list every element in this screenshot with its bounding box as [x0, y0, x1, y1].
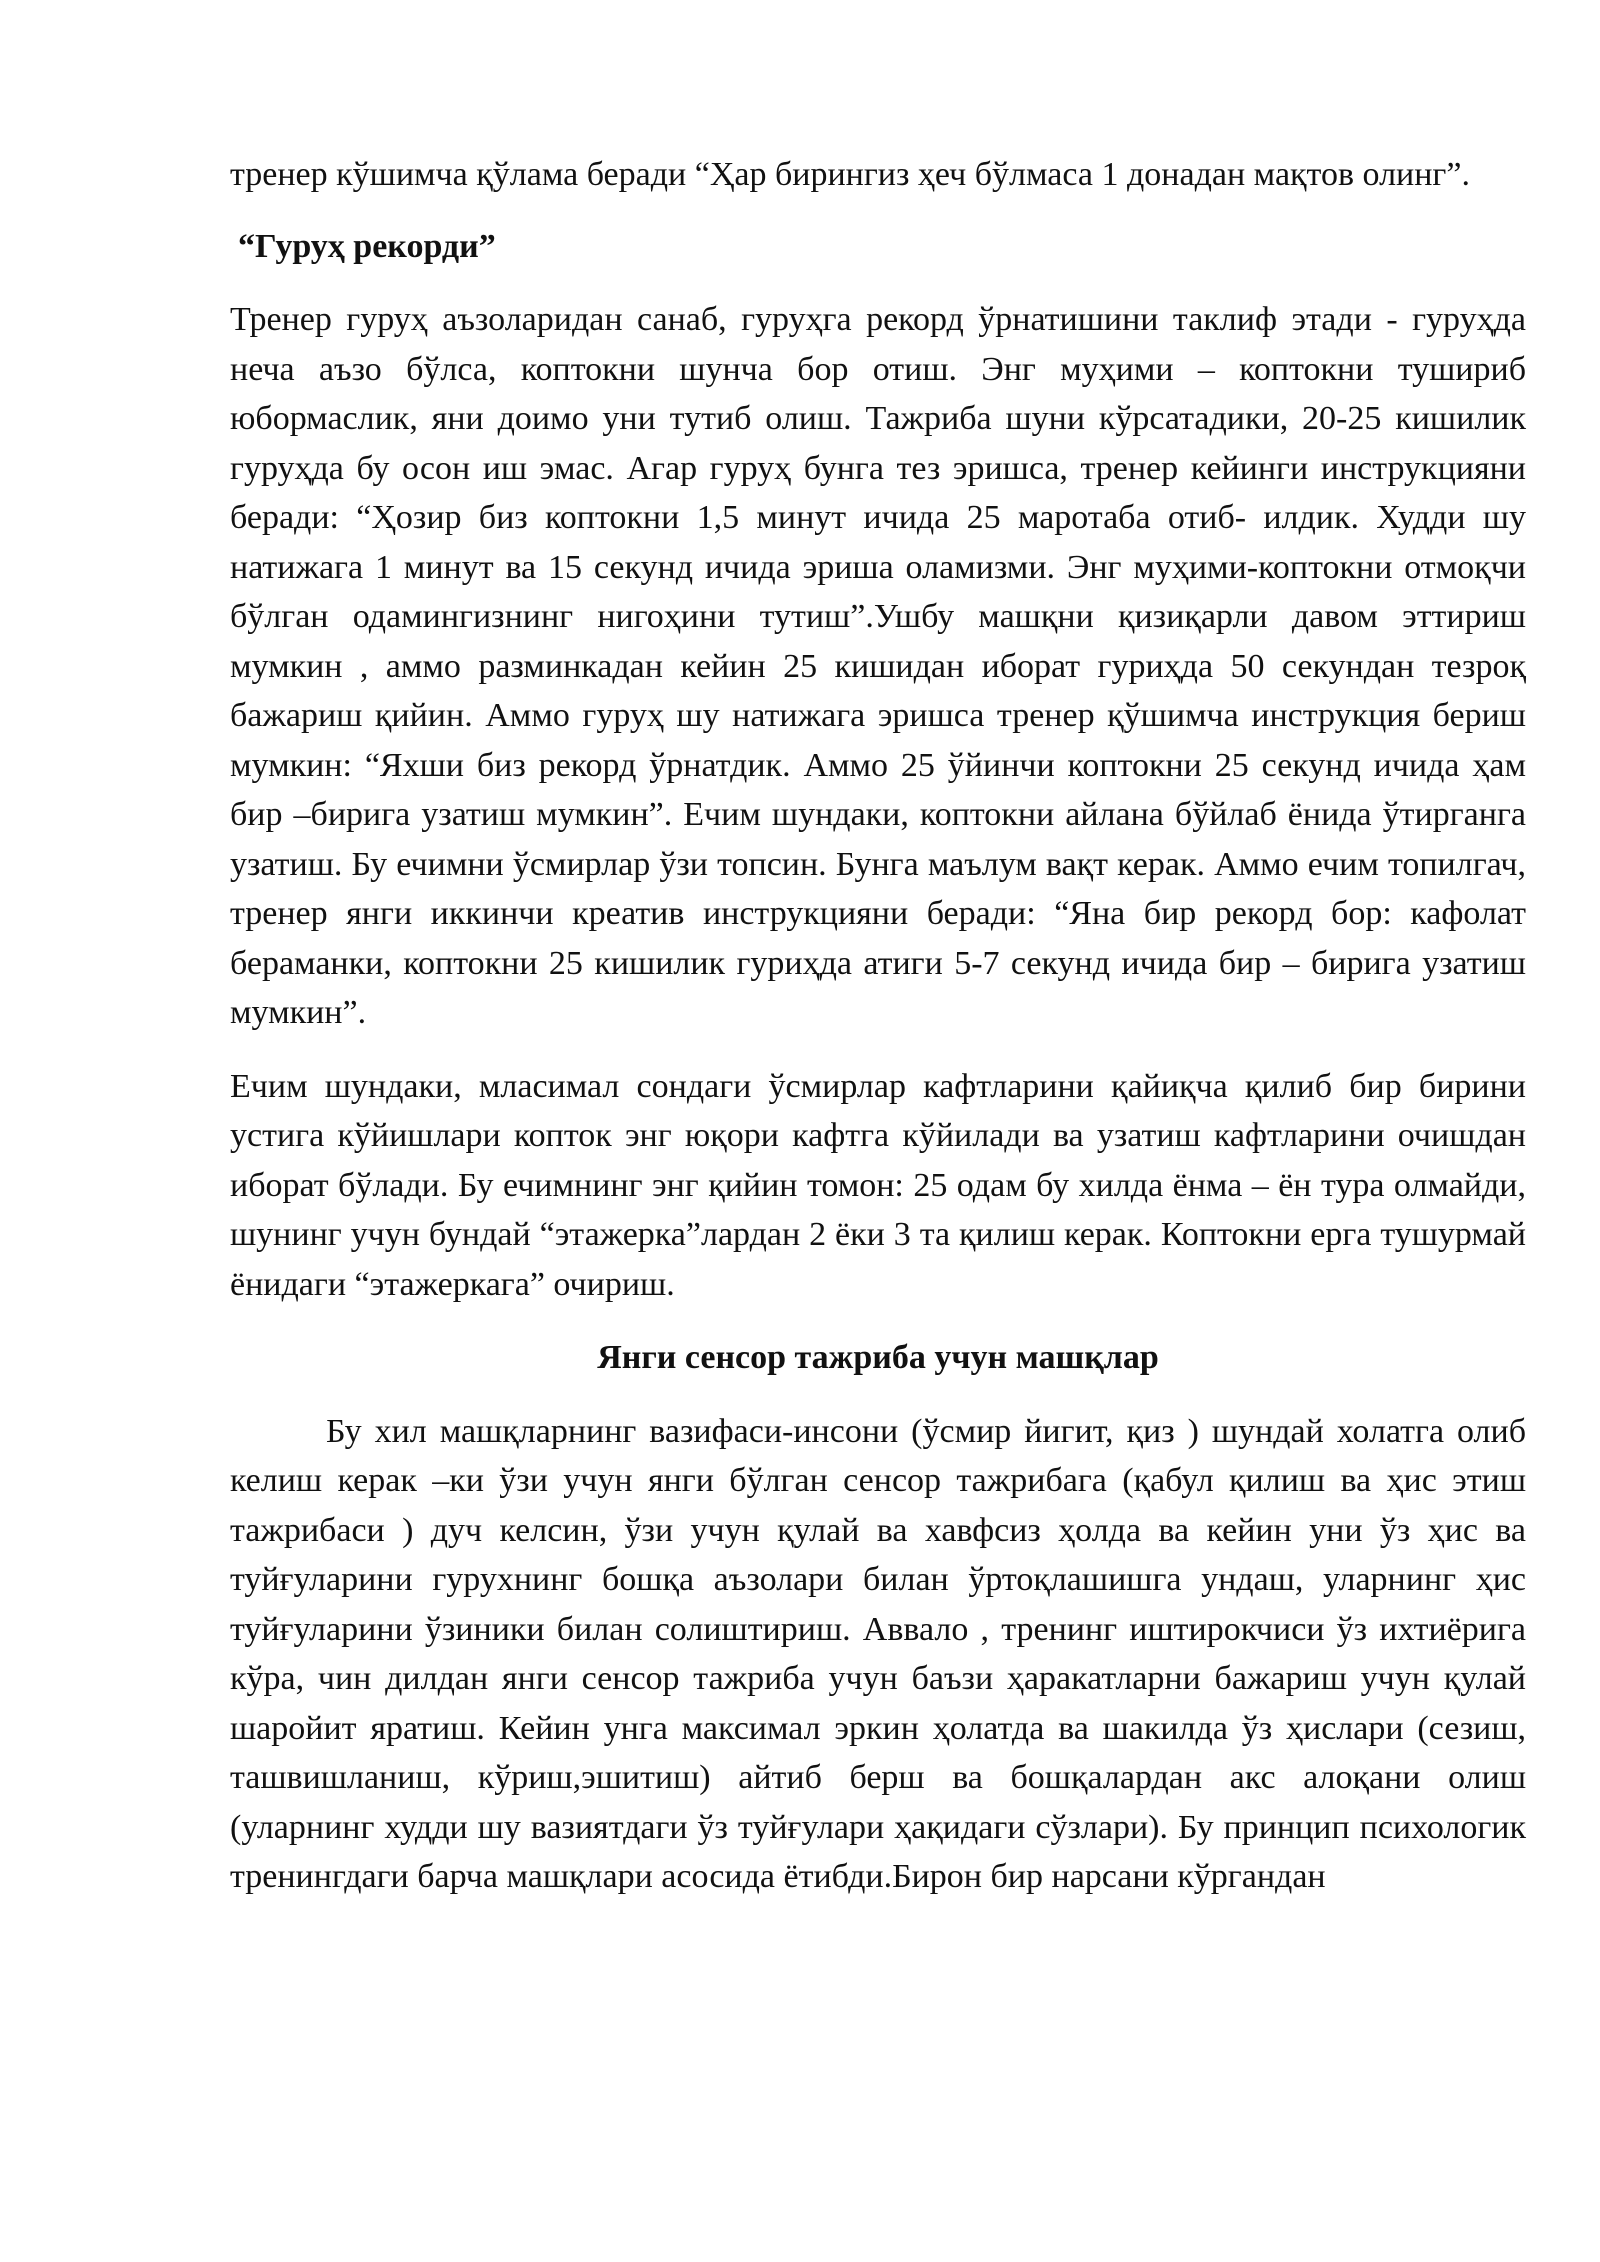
- body-paragraph-2: Ечим шундаки, мласимал сондаги ўсмирлар кафтларини қайиқча қилиб бир бирини устига кўйишлари копток энг юқори кафтга кўйилади ва узатиш кафтларини очишдан иборат бўлади. Бу ечимнинг энг қийин томон: 25 одам бу хилда ёнма – ён тура олмайди, шунинг учун бундай “этажерка”лардан 2 ёки 3 та қилиш керак. Коптокни ерга тушурмай ёнидаги “этажеркага” очириш.: [230, 1067, 1526, 1303]
- intro-paragraph: тренер кўшимча қўлама беради “Ҳар бирингиз ҳеч бўлмаса 1 донадан мақтов олинг”.: [230, 156, 1470, 193]
- section-title: “Гуруҳ рекорди”: [238, 227, 496, 265]
- body-paragraph-1: Тренер гуруҳ аъзоларидан санаб, гуруҳга рекорд ўрнатишини таклиф этади - гуруҳда неча аъзо бўлса, коптокни шунча бор отиш. Энг муҳими – коптокни тушириб юбормаслик, яни доимо уни тутиб олиш. Тажриба шуни кўрсатадики, 20-25 кишилик гуруҳда бу осон иш эмас. Агар гуруҳ бунга тез эришса, тренер кейинги инструкцияни беради: “Ҳозир биз коптокни 1,5 минут ичида 25 маротаба отиб- илдик. Худди шу натижага 1 минут ва 15 секунд ичида эриша оламизми. Энг муҳими-коптокни отмоқчи бўлган одамингизнинг нигоҳини тутиш”.Ушбу машқни қизиқарли давом эттириш мумкин , аммо разминкадан кейин 25 кишидан иборат гуриҳда 50 секундан тезроқ бажариш қийин. Аммо гуруҳ шу натижага эришса тренер қўшимча инструкция бериш мумкин: “Яхши биз рекорд ўрнатдик. Аммо 25 ўйинчи коптокни 25 секунд ичида ҳам бир –бирига узатиш мумкин”. Ечим шундаки, коптокни айлана бўйлаб ёнида ўтирганга узатиш. Бу ечимни ўсмирлар ўзи топсин. Бунга маълум вақт керак. Аммо ечим топилгач, тренер янги иккинчи креатив инструкцияни беради: “Яна бир рекорд бор: кафолат бераманки, коптокни 25 кишилик гуриҳда атиги 5-7 секунд ичида бир – бирига узатиш мумкин”.: [230, 301, 1526, 1031]
- section-heading: Янги сенсор тажриба учун машқлар: [597, 1339, 1159, 1376]
- body-paragraph-3: Бу хил машқларнинг вазифаси-инсони (ўсмир йигит, қиз ) шундай холатга олиб келиш керак –ки ўзи учун янги бўлган сенсор тажрибага (қабул қилиш ва ҳис этиш тажрибаси ) дуч келсин, ўзи учун қулай ва хавфсиз ҳолда ва кейин уни ўз ҳис ва туйғуларини гурухнинг бошқа аъзолари билан ўртоқлашишга ундаш, уларнинг ҳис туйғуларини ўзиники билан солиштириш. Аввало , тренинг иштирокчиси ўз ихтиёрига кўра, чин дилдан янги сенсор тажриба учун баъзи ҳаракатларни бажариш учун қулай шаройит яратиш. Кейин унга максимал эркин ҳолатда ва шакилда ўз ҳислари (сезиш, ташвишланиш, кўриш,эшитиш) айтиб берш ва бошқалардан акс алоқани олиш (уларнинг худди шу вазиятдаги ўз туйғулари ҳақидаги сўзлари). Бу принцип психологик тренингдаги барча машқлари асосида ётибди.Бирон бир нарсани кўргандан: [230, 1412, 1526, 1895]
- document-page: [230, 150, 1526, 1902]
